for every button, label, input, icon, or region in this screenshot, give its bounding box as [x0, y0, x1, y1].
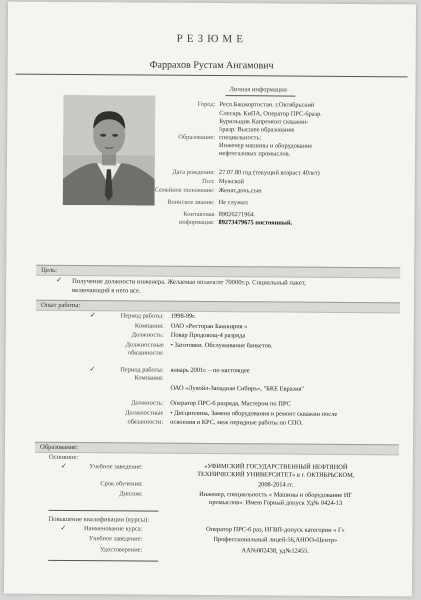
label-institution: Учебное заведение:	[89, 463, 143, 471]
label-contact-info: информация:	[178, 218, 215, 227]
value-duties-2-line1: • Дисциплина, Замена оборудования и ремонт скважин после	[170, 409, 338, 418]
value-education-line5: Инженер машины и оборудование	[219, 142, 313, 150]
goal-text-line2: включающий в него все.	[72, 287, 141, 295]
value-duties-1: • Заготовки. Обслуживание банкетов.	[170, 341, 273, 350]
check-icon: ✓	[89, 365, 96, 374]
value-education-line6: нефтегазовых промыслов.	[218, 150, 291, 158]
section-experience: Опыт работы:	[36, 300, 400, 314]
label-study-period: Срок обучения:	[100, 480, 143, 488]
label-period-2: Период работы:	[120, 366, 164, 374]
label-period-1: Период работы:	[120, 312, 164, 320]
person-name: Фаррахов Рустам Ангамович	[149, 59, 274, 72]
value-military: Не служил	[218, 199, 248, 207]
value-phone-1: 89026271964.	[218, 211, 256, 219]
label-duties-2b: обязанности:	[127, 418, 164, 426]
check-icon: ✓	[89, 311, 96, 320]
section-education: Образование:	[35, 442, 399, 456]
value-birthdate: 27.07.80 год (текущий возраст 40лет)	[218, 169, 320, 177]
value-education-line2: Бурильщик Капремонт скважин-	[219, 118, 309, 126]
value-education-line3: 5разр. Высшее образование	[219, 126, 295, 134]
value-education-line1: Слесарь КиПА, Оператор ПРС-6разр.	[219, 110, 322, 118]
value-period-1: 1998-99г.	[170, 312, 196, 320]
label-course: Наименование курса:	[84, 525, 143, 533]
label-education: Образование:	[178, 133, 216, 142]
label-marital: Семейное положение:	[154, 186, 215, 195]
label-military: Воинское звание:	[167, 198, 215, 207]
label-gender: Пол:	[202, 177, 215, 186]
section-goal: Цель:	[36, 265, 400, 279]
label-birthdate: Дата рождения:	[172, 168, 215, 177]
value-education-line4: специальность:	[219, 134, 262, 142]
value-phone-2: 89273479675 постоянный.	[218, 219, 293, 227]
value-study-period: 2008-2014 гг.	[257, 481, 294, 489]
qualification-heading: Повышение квалификации (курсы):	[48, 515, 150, 524]
education-basic-heading: Основное:	[48, 453, 79, 462]
label-diploma: Диплом:	[119, 490, 143, 498]
label-city: Город:	[197, 100, 216, 109]
value-marital: Женат,дочь,сын	[218, 187, 262, 195]
label-course-institution: Учебное заведение:	[88, 535, 143, 543]
value-diploma-line1: Инженер, специальность « Машины и оборудование НГ	[199, 490, 353, 499]
value-position-1: Повар Продовощ-4 разряда	[170, 331, 246, 340]
check-icon: ✓	[60, 461, 67, 471]
label-position-1: Должность:	[131, 331, 164, 339]
label-position-2: Должность:	[131, 399, 164, 407]
label-duties-1b: обязанности:	[127, 349, 164, 357]
value-institution-line1: «УФИМСКИЙ ГОСУДАРСТВЕННЫЙ НЕФТЯНОЙ	[204, 462, 348, 471]
label-company-1: Компания:	[134, 322, 164, 330]
label-certificate: Удостоверение:	[99, 546, 143, 554]
value-city: Респ.Башкортостан. г.Октябрьский	[219, 101, 315, 109]
value-course: Оператор ПРС-6 раз, НГВП-допуск категории « Г»	[206, 525, 345, 534]
value-diploma-line2: промыслов». Имею Горный допуск Уд№ 0424-13	[208, 498, 343, 507]
value-institution-line2: ТЕХНИЧЕСКИЙ УНИВЕРСИТЕТ» в г. ОКТЯБРЬСКОМ,	[197, 470, 355, 480]
resume-title: РЕЗЮМЕ	[176, 32, 247, 46]
check-icon: ✓	[56, 275, 63, 284]
label-duties-1: Должностные	[125, 341, 164, 349]
education-divider	[49, 510, 159, 512]
check-icon: ✓	[60, 523, 67, 533]
goal-text-line1: Получение должности инженера. Желаемая оплата:от 70000т.р. Социальный пакет,	[72, 278, 306, 287]
value-certificate: АА№002438, уд№12455.	[241, 547, 309, 555]
value-duties-2-line2: освоения и КРС, меж перидные работы по СПО.	[170, 418, 303, 427]
resume-page	[4, 2, 416, 597]
label-duties-2: Должностные	[125, 409, 164, 417]
value-period-2: январь 2001г. – по настоящее	[170, 366, 250, 375]
value-company-2: ОАО «Лукойл-Западная Сибирь», "БКЕ Евразия"	[170, 384, 305, 393]
personal-info-underline	[225, 95, 295, 96]
label-contact: Контактная	[183, 210, 215, 219]
value-position-2: Оператор ПРС-6 разряда, Мастером по ПРС	[170, 399, 291, 408]
header-divider	[16, 74, 408, 78]
label-company-2: Компания:	[134, 374, 164, 382]
personal-info-heading: Личная информация	[229, 86, 287, 94]
value-company-1: ОАО «Ресторан Башкирия »	[170, 322, 248, 331]
value-gender: Мужской	[218, 178, 245, 186]
bottom-divider	[48, 560, 158, 562]
value-course-institution: Профессиональный лицей-56,АНОО«Центр»	[213, 536, 338, 544]
